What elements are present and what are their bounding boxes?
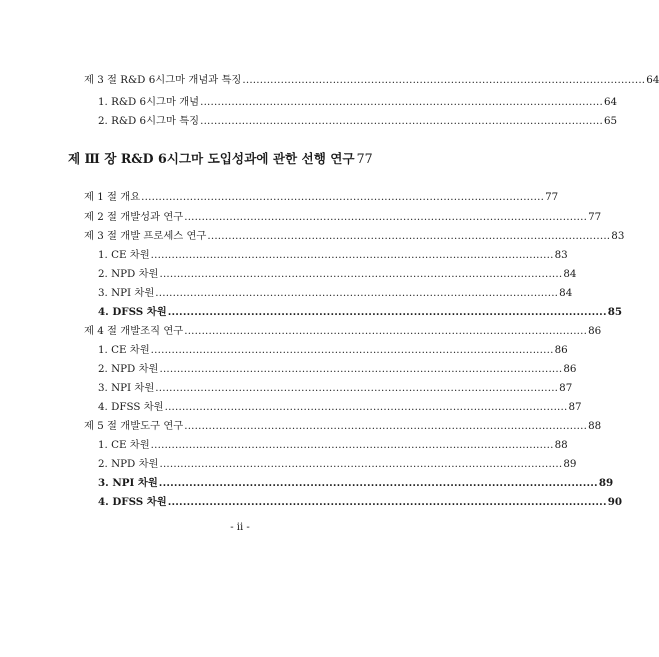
toc-entry-item: [98, 400, 582, 414]
toc-page-number: 65: [604, 115, 618, 127]
toc-label: 4. DFSS 차원: [98, 496, 167, 508]
toc-entry-item: [98, 267, 577, 281]
toc-leader: ....................................................................................................................: [184, 420, 588, 432]
toc-leader: ....................................................................................................................: [159, 268, 563, 280]
toc-page-number: 87: [559, 382, 573, 394]
toc-page-number: 85: [607, 306, 623, 318]
toc-leader: ....................................................................................................................: [184, 325, 588, 337]
toc-page-number: 86: [554, 344, 568, 356]
toc-page-number: 64: [604, 96, 618, 108]
toc-entry-section: [84, 73, 659, 87]
toc-label: 제 3 절 R&D 6시그마 개념과 특징: [84, 74, 242, 86]
toc-leader: ....................................................................................................................: [184, 211, 588, 223]
toc-page-number: 87: [568, 401, 582, 413]
toc-entry-section: [84, 210, 602, 224]
toc-label: 1. CE 차원: [98, 344, 150, 356]
toc-label: 제 4 절 개발조직 연구: [84, 325, 184, 337]
toc-leader: ....................................................................................................................: [164, 401, 568, 413]
toc-entry-item: [98, 457, 577, 471]
toc-page-number: 84: [563, 268, 577, 280]
toc-page-number: 77: [356, 151, 373, 166]
toc-entry-item: [98, 381, 573, 395]
toc-page-number: 90: [607, 496, 623, 508]
toc-leader: ....................................................................................................................: [207, 230, 611, 242]
toc-entry-chapter: [68, 150, 373, 168]
toc-leader: ....................................................................................................................: [242, 74, 646, 86]
page-footer-number: - ii -: [230, 522, 250, 533]
toc-label: 3. NPI 차원: [98, 477, 158, 489]
toc-page-number: 89: [563, 458, 577, 470]
toc-label: 제 3 절 개발 프로세스 연구: [84, 230, 207, 242]
toc-label: 2. NPD 차원: [98, 458, 159, 470]
toc-page-number: 77: [588, 211, 602, 223]
toc-leader: ....................................................................................................................: [200, 115, 603, 127]
toc-entry-item: [98, 248, 568, 262]
toc-chapter-label: 제 Ⅲ 장 R&D 6시그마 도입성과에 관한 선행 연구: [68, 151, 355, 166]
toc-entry-section: [84, 190, 559, 204]
toc-page-number: 83: [554, 249, 568, 261]
toc-page-number: 89: [598, 477, 614, 489]
toc-entry-item: [98, 305, 623, 319]
toc-page-number: 88: [554, 439, 568, 451]
toc-label: 3. NPI 차원: [98, 382, 155, 394]
toc-entry-item: [98, 495, 623, 509]
toc-leader: ....................................................................................................................: [159, 363, 563, 375]
toc-label: 4. DFSS 차원: [98, 306, 167, 318]
toc-leader: ....................................................................................................................: [167, 496, 607, 508]
toc-entry-section: [84, 229, 625, 243]
toc-entry-section: [84, 324, 602, 338]
toc-label: 1. CE 차원: [98, 249, 150, 261]
toc-label: 2. R&D 6시그마 특징: [98, 115, 200, 127]
toc-page-number: 86: [588, 325, 602, 337]
toc-entry-item: [98, 476, 614, 490]
toc-page-number: 83: [611, 230, 625, 242]
toc-label: 제 1 절 개요: [84, 191, 141, 203]
toc-leader: ....................................................................................................................: [150, 249, 554, 261]
toc-entry-section: [84, 419, 602, 433]
toc-leader: ....................................................................................................................: [141, 191, 545, 203]
toc-label: 4. DFSS 차원: [98, 401, 164, 413]
toc-leader: ....................................................................................................................: [155, 382, 559, 394]
toc-entry-item: [98, 362, 577, 376]
toc-label: 3. NPI 차원: [98, 287, 155, 299]
toc-entry-item: [98, 438, 568, 452]
toc-page-number: 88: [588, 420, 602, 432]
toc-label: 1. CE 차원: [98, 439, 150, 451]
toc-page-number: 64: [646, 74, 659, 86]
toc-label: 2. NPD 차원: [98, 363, 159, 375]
toc-leader: ....................................................................................................................: [155, 287, 559, 299]
toc-leader: ....................................................................................................................: [159, 458, 563, 470]
toc-entry-item: [98, 114, 618, 128]
toc-page-number: 77: [545, 191, 559, 203]
toc-leader: ....................................................................................................................: [200, 96, 603, 108]
toc-label: 제 5 절 개발도구 연구: [84, 420, 184, 432]
toc-label: 제 2 절 개발성과 연구: [84, 211, 184, 223]
toc-leader: ....................................................................................................................: [167, 306, 607, 318]
toc-label: 1. R&D 6시그마 개념: [98, 96, 200, 108]
toc-page-number: 86: [563, 363, 577, 375]
toc-leader: ....................................................................................................................: [158, 477, 598, 489]
toc-entry-item: [98, 95, 618, 109]
toc-leader: ....................................................................................................................: [150, 344, 554, 356]
toc-page-number: 84: [559, 287, 573, 299]
toc-entry-item: [98, 286, 573, 300]
toc-label: 2. NPD 차원: [98, 268, 159, 280]
toc-entry-item: [98, 343, 568, 357]
toc-leader: ....................................................................................................................: [150, 439, 554, 451]
